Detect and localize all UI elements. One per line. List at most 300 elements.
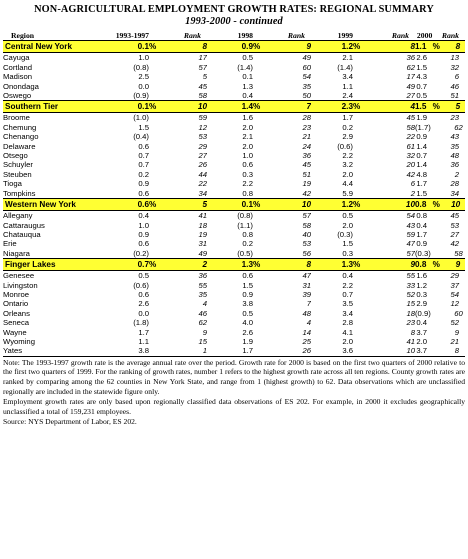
spacer	[149, 179, 163, 188]
spacer	[149, 281, 163, 290]
county-rank-1993-1997: 46	[198, 308, 207, 318]
county-rate-1998: 0.9	[242, 289, 253, 299]
county-name: Wyoming	[3, 336, 35, 346]
county-rank-2000: 9	[454, 327, 459, 337]
growth-rates-table	[3, 31, 465, 356]
county-rank-1993-1997: 62	[198, 318, 207, 328]
county-rate-1998: 1.5	[242, 280, 253, 290]
county-row	[3, 309, 465, 318]
county-rate-1999: 2.0	[342, 169, 353, 179]
county-rate-1993-1997: 0.5	[138, 271, 149, 281]
county-rate-2000: 4.3	[416, 72, 427, 82]
spacer	[253, 337, 267, 346]
county-row	[3, 132, 465, 141]
county-rank-1998: 49	[302, 53, 311, 63]
spacer	[353, 230, 367, 239]
county-rank-1999: 43	[406, 220, 415, 230]
county-row	[3, 170, 465, 179]
header-rank: Rank	[267, 31, 311, 41]
county-row	[3, 346, 465, 355]
region-rank-1993-1997: 8	[163, 41, 207, 53]
spacer	[253, 281, 267, 290]
county-rank-1998: 4	[306, 318, 311, 328]
county-rate-rank-2000	[415, 249, 465, 259]
region-rate-1999: 1.2	[311, 41, 353, 53]
county-rank-1993-1997: 57	[198, 62, 207, 72]
spacer	[253, 309, 267, 318]
spacer	[149, 299, 163, 308]
spacer	[253, 113, 267, 123]
county-row	[3, 221, 465, 230]
county-name: Tompkins	[3, 188, 36, 198]
county-rate-1998: (0.5)	[237, 248, 253, 258]
county-rate-1993-1997: 0.2	[138, 169, 149, 179]
county-rank-2000: 8	[454, 346, 459, 356]
county-rate-1993-1997: 0.6	[138, 239, 149, 249]
county-rate-1999: 2.1	[342, 53, 353, 63]
county-rate-1993-1997: 2.6	[138, 299, 149, 309]
region-rate-2000: 1.5	[415, 102, 427, 112]
region-rate-2000: 0.8	[415, 260, 427, 270]
county-rank-2000: 42	[450, 239, 459, 249]
region-rank-1998: 7	[267, 101, 311, 113]
county-rank-2000: 35	[450, 141, 459, 151]
county-rate-rank-2000	[415, 346, 465, 355]
county-rate-1999: 1.1	[342, 81, 353, 91]
page-title	[3, 0, 465, 28]
county-rank-2000: 36	[450, 160, 459, 170]
county-rate-1993-1997: (0.2)	[133, 248, 149, 258]
county-rate-1993-1997: 0.4	[138, 211, 149, 221]
county-rank-1999: 8	[410, 327, 415, 337]
title-line: NON-AGRICULTURAL EMPLOYMENT GROWTH RATES: REGIONAL SUMMARY	[34, 4, 434, 15]
county-row	[3, 91, 465, 101]
county-rate-1999: 1.5	[342, 239, 353, 249]
county-rate-1999: 4.1	[342, 327, 353, 337]
county-name: Yates	[3, 346, 23, 356]
table-body	[3, 41, 465, 356]
county-rank-2000: 29	[450, 271, 459, 281]
spacer	[353, 179, 367, 188]
county-rank-1999: 49	[406, 81, 415, 91]
spacer	[149, 346, 163, 355]
region-rate-2000: 0.8	[415, 200, 427, 210]
county-rate-2000: 4.8	[416, 169, 427, 179]
county-name: Chatauqua	[3, 229, 41, 239]
header-period-1999: 1999	[311, 31, 353, 41]
spacer	[353, 189, 367, 199]
county-rank-1999: 10	[406, 346, 415, 356]
county-name: Chemung	[3, 122, 37, 132]
region-rank-1998: 8	[267, 259, 311, 271]
county-rate-rank-2000	[415, 179, 465, 188]
county-rate-1999: 2.4	[342, 91, 353, 101]
region-rate-rank-2000: 1.5 % 5	[415, 101, 465, 113]
percent-sign: %	[253, 41, 267, 53]
county-rate-1999: 3.4	[342, 308, 353, 318]
county-row	[3, 151, 465, 160]
spacer	[149, 160, 163, 169]
region-rank-2000: 9	[455, 260, 461, 270]
county-rank-2000: 13	[450, 53, 459, 63]
county-rate-1993-1997: 0.6	[138, 188, 149, 198]
region-rate-1998: 0.1	[207, 199, 253, 211]
county-rank-1998: 21	[302, 132, 311, 142]
county-rate-1998: 0.5	[242, 53, 253, 63]
region-name: Central New York	[3, 41, 103, 53]
county-rate-2000: 1.4	[416, 160, 427, 170]
county-rank-1993-1997: 22	[198, 179, 207, 189]
county-rank-2000: 52	[450, 318, 459, 328]
spacer	[149, 249, 163, 259]
region-rate-1993-1997: 0.1	[103, 101, 149, 113]
county-rate-1998: (1.1)	[237, 220, 253, 230]
header-rank: Rank	[163, 31, 207, 41]
county-rank-1993-1997: 55	[198, 280, 207, 290]
county-rate-1993-1997: 1.7	[138, 327, 149, 337]
county-name: Chenango	[3, 132, 39, 142]
county-rate-1999: 2.2	[342, 280, 353, 290]
spacer	[149, 82, 163, 91]
county-rank-1999: 18	[406, 308, 415, 318]
county-rank-1998: 48	[302, 308, 311, 318]
county-rank-1998: 54	[302, 72, 311, 82]
county-rate-1998: 1.9	[242, 336, 253, 346]
county-rate-1999: 0.2	[342, 122, 353, 132]
region-rank-1999: 9	[367, 259, 415, 271]
county-rate-rank-2000	[415, 290, 465, 299]
county-row	[3, 230, 465, 239]
spacer	[353, 151, 367, 160]
county-rank-1999: 52	[406, 289, 415, 299]
county-rank-2000: 62	[454, 122, 463, 132]
county-rank-2000: 51	[450, 91, 459, 101]
county-rank-1993-1997: 44	[198, 169, 207, 179]
county-name: Schuyler	[3, 160, 33, 170]
county-rank-1999: 62	[406, 62, 415, 72]
county-rank-1993-1997: 58	[198, 91, 207, 101]
footnotes	[3, 356, 465, 427]
spacer	[353, 239, 367, 248]
county-rate-1998: 2.1	[242, 132, 253, 142]
county-rate-1999: 5.9	[342, 188, 353, 198]
county-rate-rank-2000	[415, 318, 465, 327]
county-row	[3, 160, 465, 169]
county-rate-1993-1997: (0.6)	[133, 280, 149, 290]
county-rank-1998: 28	[302, 113, 311, 123]
county-rank-1993-1997: 41	[198, 211, 207, 221]
spacer	[353, 337, 367, 346]
county-rate-rank-2000	[415, 337, 465, 346]
county-row	[3, 63, 465, 72]
spacer	[253, 239, 267, 248]
spacer	[353, 170, 367, 179]
county-rate-2000: 0.9	[416, 132, 427, 142]
county-rate-2000: 2.6	[416, 53, 427, 63]
percent-sign: %	[353, 199, 367, 211]
spacer	[149, 189, 163, 199]
region-rate-1998: 1.3	[207, 259, 253, 271]
spacer	[353, 53, 367, 63]
county-rate-2000: 0.9	[416, 239, 427, 249]
county-name: Allegany	[3, 211, 33, 221]
county-row	[3, 239, 465, 248]
spacer	[149, 142, 163, 151]
county-rate-1998: 1.0	[242, 151, 253, 161]
county-row	[3, 113, 465, 123]
county-rank-1998: 26	[302, 346, 311, 356]
county-rate-2000: 0.3	[416, 289, 427, 299]
spacer	[253, 230, 267, 239]
region-rank-1993-1997: 5	[163, 199, 207, 211]
region-rank-1999: 4	[367, 101, 415, 113]
county-row	[3, 328, 465, 337]
county-rate-1993-1997: (0.8)	[133, 62, 149, 72]
county-rank-1998: 50	[302, 91, 311, 101]
county-rate-1999: 2.0	[342, 336, 353, 346]
spacer	[353, 328, 367, 337]
county-rank-1998: 53	[302, 239, 311, 249]
spacer	[149, 309, 163, 318]
spacer	[253, 63, 267, 72]
county-rate-1993-1997: 0.9	[138, 229, 149, 239]
report-page	[3, 0, 465, 427]
county-row	[3, 290, 465, 299]
county-rate-2000: (1.7)	[415, 122, 431, 132]
county-rate-1993-1997: (1.8)	[133, 318, 149, 328]
county-rank-1993-1997: 27	[198, 151, 207, 161]
county-rank-1993-1997: 9	[202, 327, 207, 337]
county-rate-rank-2000	[415, 123, 465, 132]
county-rate-1993-1997: 0.7	[138, 160, 149, 170]
spacer	[149, 221, 163, 230]
county-rate-rank-2000	[415, 299, 465, 308]
county-rate-1998: 4.0	[242, 318, 253, 328]
percent-sign: %	[253, 199, 267, 211]
county-rate-1999: 2.8	[342, 318, 353, 328]
spacer	[253, 221, 267, 230]
spacer	[149, 211, 163, 221]
county-row	[3, 299, 465, 308]
county-rank-1999: 58	[406, 122, 415, 132]
county-rank-1998: 51	[302, 169, 311, 179]
region-rank-1993-1997: 2	[163, 259, 207, 271]
county-row	[3, 318, 465, 327]
county-name: Oswego	[3, 91, 32, 101]
county-rank-1998: 58	[302, 220, 311, 230]
county-row	[3, 281, 465, 290]
region-rate-rank-2000: 0.8 % 10	[415, 199, 465, 211]
county-rate-1998: 3.8	[242, 299, 253, 309]
percent-sign: %	[353, 41, 367, 53]
county-rank-1998: 7	[306, 299, 311, 309]
spacer	[253, 318, 267, 327]
spacer	[253, 142, 267, 151]
spacer	[253, 211, 267, 221]
region-rank-1999: 10	[367, 199, 415, 211]
note-methodology: Note: The 1993-1997 growth rate is the average annual rate over the period. Growth rate for 2000 is based on the first two quarters of 2000 relative to the first two quarters of 1999. For the ranking of growth rates, number 1 refers to the highest growth rate across all ten regions. County growth rates are ranked by comparing among the 62 counties in New York State, and range from 1 (highest growth) to 62. Data observations which are unclassified regionally are included in the statewide figure only.	[3, 357, 465, 396]
county-rate-1993-1997: 0.0	[138, 308, 149, 318]
county-rate-rank-2000	[415, 189, 465, 199]
county-rate-1998: 0.6	[242, 271, 253, 281]
county-rate-1993-1997: 2.5	[138, 72, 149, 82]
spacer	[149, 132, 163, 141]
county-rate-1998: 2.0	[242, 141, 253, 151]
county-rate-1998: 2.0	[242, 122, 253, 132]
county-rank-1999: 27	[406, 91, 415, 101]
county-rank-1998: 56	[302, 248, 311, 258]
county-rate-1993-1997: 0.6	[138, 289, 149, 299]
county-rank-2000: 12	[450, 299, 459, 309]
county-rank-1998: 57	[302, 211, 311, 221]
county-row	[3, 123, 465, 132]
county-rank-2000: 28	[450, 179, 459, 189]
county-rank-1999: 45	[406, 113, 415, 123]
spacer	[253, 249, 267, 259]
county-rank-1998: 39	[302, 289, 311, 299]
county-rank-1993-1997: 26	[198, 160, 207, 170]
county-rate-1993-1997: 0.9	[138, 179, 149, 189]
county-name: Broome	[3, 113, 30, 123]
county-rank-1998: 14	[302, 327, 311, 337]
region-rate-rank-2000: 1.1 % 8	[415, 41, 465, 53]
spacer	[353, 221, 367, 230]
county-rank-2000: 54	[450, 289, 459, 299]
county-rank-2000: 32	[450, 62, 459, 72]
spacer	[253, 299, 267, 308]
county-rank-1999: 2	[410, 188, 415, 198]
county-name: Cattaraugus	[3, 220, 45, 230]
county-rank-1993-1997: 49	[198, 248, 207, 258]
note-employment: Employment growth rates are only based upon regionally classified data observations of ES 202. For example, in 2000 it excludes geographically unclassified a total of 159,231 employees.	[3, 397, 465, 416]
county-name: Monroe	[3, 289, 30, 299]
county-name: Niagara	[3, 248, 30, 258]
county-rate-1993-1997: 0.6	[138, 141, 149, 151]
spacer	[253, 82, 267, 91]
county-rank-1999: 23	[406, 318, 415, 328]
county-rank-1993-1997: 53	[198, 132, 207, 142]
county-rate-1993-1997: 3.8	[138, 346, 149, 356]
county-rank-2000: 53	[450, 220, 459, 230]
region-name: Western New York	[3, 199, 103, 211]
county-rate-1993-1997: (0.9)	[133, 91, 149, 101]
county-rate-1998: 1.7	[242, 346, 253, 356]
county-row	[3, 142, 465, 151]
county-name: Wayne	[3, 327, 27, 337]
header-period-2000: 2000 Rank	[415, 31, 465, 41]
county-name: Livingston	[3, 280, 38, 290]
county-rank-1998: 19	[302, 179, 311, 189]
spacer	[353, 346, 367, 355]
county-rank-1993-1997: 34	[198, 188, 207, 198]
county-rate-1993-1997: 1.5	[138, 122, 149, 132]
subtitle-line	[3, 16, 465, 28]
county-rate-1998: 2.2	[242, 179, 253, 189]
county-rank-1999: 36	[406, 53, 415, 63]
county-rate-2000: 0.7	[416, 151, 427, 161]
county-rate-1999: 0.3	[342, 248, 353, 258]
note-source: Source: NYS Department of Labor, ES 202.	[3, 417, 137, 427]
county-rate-1993-1997: 1.1	[138, 336, 149, 346]
region-rank-2000: 5	[455, 102, 461, 112]
county-rank-1993-1997: 45	[198, 81, 207, 91]
county-rate-rank-2000	[415, 82, 465, 91]
spacer	[149, 271, 163, 281]
region-rate-1998: 0.9	[207, 41, 253, 53]
county-rank-1993-1997: 5	[202, 72, 207, 82]
county-rate-rank-2000	[415, 72, 465, 81]
county-rate-1999: 1.7	[342, 113, 353, 123]
county-rank-1999: 33	[406, 280, 415, 290]
county-rate-1998: 1.3	[242, 81, 253, 91]
county-rate-1999: 3.5	[342, 299, 353, 309]
county-rate-2000: 0.4	[416, 220, 427, 230]
county-rank-1993-1997: 29	[198, 141, 207, 151]
county-rank-1999: 55	[406, 271, 415, 281]
county-row	[3, 337, 465, 346]
spacer	[149, 53, 163, 63]
county-rank-2000: 48	[450, 151, 459, 161]
county-rank-1999: 22	[406, 132, 415, 142]
spacer	[149, 290, 163, 299]
county-rate-2000: 1.9	[416, 113, 427, 123]
table-header	[3, 31, 465, 41]
region-rank-1993-1997: 10	[163, 101, 207, 113]
percent-sign: %	[253, 259, 267, 271]
region-rate-1999: 1.3	[311, 259, 353, 271]
percent-sign: %	[253, 101, 267, 113]
spacer	[149, 318, 163, 327]
region-rate-rank-2000: 0.8 % 9	[415, 259, 465, 271]
county-rate-2000: 3.7	[416, 346, 427, 356]
county-rate-1998: 0.5	[242, 308, 253, 318]
county-rate-1998: 2.6	[242, 327, 253, 337]
county-rank-1999: 57	[406, 248, 415, 258]
county-rate-2000: 2.0	[416, 336, 427, 346]
spacer	[149, 63, 163, 72]
county-name: Ontario	[3, 299, 29, 309]
county-name: Onondaga	[3, 81, 39, 91]
county-rate-1998: (0.8)	[237, 211, 253, 221]
county-rate-1999: 3.6	[342, 346, 353, 356]
county-rate-rank-2000	[415, 113, 465, 123]
spacer	[353, 309, 367, 318]
county-rate-rank-2000	[415, 309, 465, 318]
county-rate-rank-2000	[415, 211, 465, 221]
spacer	[253, 151, 267, 160]
spacer	[149, 170, 163, 179]
spacer	[253, 160, 267, 169]
county-rank-2000: 23	[450, 113, 459, 123]
county-rate-2000: 1.4	[416, 141, 427, 151]
county-rate-1993-1997: 1.0	[138, 220, 149, 230]
county-row	[3, 82, 465, 91]
county-rank-1999: 41	[406, 336, 415, 346]
county-rank-1999: 17	[406, 72, 415, 82]
spacer	[149, 72, 163, 81]
spacer	[353, 132, 367, 141]
county-rate-1993-1997: 1.0	[138, 53, 149, 63]
county-rate-1998: 0.1	[242, 72, 253, 82]
county-rank-1998: 31	[302, 280, 311, 290]
county-row	[3, 72, 465, 81]
spacer	[353, 281, 367, 290]
spacer	[353, 72, 367, 81]
county-rate-rank-2000	[415, 170, 465, 179]
county-row	[3, 189, 465, 199]
county-rate-1999: 2.9	[342, 132, 353, 142]
region-name: Southern Tier	[3, 101, 103, 113]
